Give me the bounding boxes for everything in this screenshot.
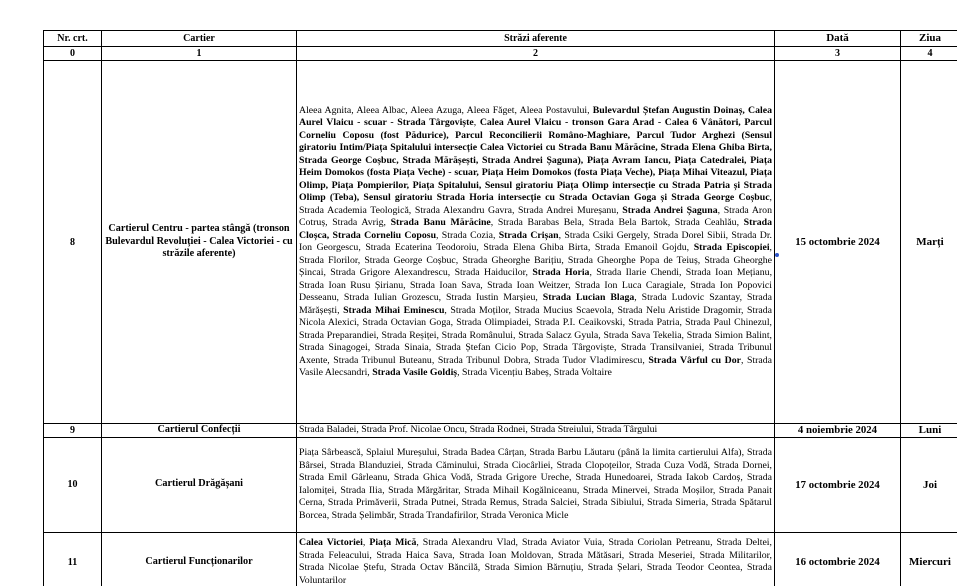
street-segment: Strada Horia (532, 267, 590, 278)
street-segment: Strada Episcopiei (693, 242, 770, 253)
street-segment: , (473, 117, 480, 128)
weekday-cell: Luni (901, 424, 957, 438)
street-segment: Aleea Agnita, Aleea Albac, Aleea Azuga, Aleea Făget, Aleea Postavului, (299, 104, 593, 116)
cartier-name: Cartierul Drăgășani (102, 437, 297, 532)
header-strazi: Străzi aferente (297, 31, 775, 47)
street-segment: , Strada Barabas Bela, Strada Bela Bartok, Strada Ceahlău, (490, 217, 744, 228)
streets-cell (297, 532, 775, 586)
table-row (44, 61, 957, 424)
street-segment: , Strada Ilarie Chendi, Strada Ioan Mețianu, Strada Ioan Rusu Șirianu, Strada Ioan Sava, Strada Ioan Weitzer, Strada Ion Luca Caragiale, Strada Ion Popovici Desseanu, Strada Iulian Grozescu, Strada Iustin Marșieu, (299, 267, 773, 303)
cartier-name: Cartierul Funcționarilor (102, 532, 297, 586)
table-row (44, 437, 957, 532)
streets-cell (297, 61, 775, 424)
street-segment: , Strada Aron Cotruș, Strada Avrig, (299, 204, 772, 228)
street-segment: Bulevardul Ștefan Augustin Doinaș, Calea Aurel Vlaicu - scuar - Strada Târgoviște (299, 104, 773, 128)
street-segment: Strada Andrei Șaguna (622, 204, 718, 216)
row-number: 8 (44, 61, 102, 424)
date-cell: 4 noiembrie 2024 (775, 424, 901, 438)
street-segment: , Strada Ludovic Szantay, Strada Mărășești, (299, 292, 772, 316)
header-cartier: Cartier (102, 31, 297, 47)
weekday-cell: Joi (901, 437, 957, 532)
street-segment: Strada Vârful cu Dor (648, 354, 741, 366)
index-row (44, 47, 957, 61)
header-ziua: Ziua (901, 31, 957, 47)
street-segment: , Strada Vicențiu Babeș, Strada Voltaire (457, 367, 612, 378)
street-segment: Strada Banu Mărăcine (390, 217, 491, 228)
row-number: 10 (44, 437, 102, 532)
street-segment: , Strada Academia Teologică, Strada Alexandru Gavra, Strada Andrei Mureșanu, (299, 192, 772, 216)
street-segment: Piața Mică (369, 537, 417, 548)
street-segment: , (362, 537, 370, 548)
street-segment: Calea Aurel Vlaicu - tronson Gara Arad - Calea 6 Vânători, Parcul Corneliu Coposu (fost Pădurice), Parcul Reconcilierii Româno-Maghiare, Parcul Tudor Arghezi (Sensul giratoriu Intim/Piața Spitalului intersecție Calea Victoriei cu Strada Banu Mărăcine, Strada Elena Ghiba Birta, Strada George Coșbuc, Strada Mărășești, Strada Andrei Șaguna), Piața Avram Iancu, Piața Catedralei, Piața Heim Domokos (fosta Piața Veche) - scuar, Piața Heim Domokos (fosta Piața Veche), Piața Mihai Viteazul, Piața Olimp, Piața Pompierilor, Piața Spitalului, Sensul giratoriu Piața Olimp intersecție cu Strada Patria și Strada Olimp (Teba), Sensul giratoriu Strada Horia intersecție cu Strada Octavian Goga și Strada George Coșbuc (299, 117, 772, 203)
date-cell: 15 octombrie 2024 (775, 61, 901, 424)
cartier-name: Cartierul Centru - partea stângă (tronson Bulevardul Revoluției - Calea Victoriei - cu străzile aferente) (102, 61, 297, 424)
street-segment: , Strada Vasile Alecsandri, (299, 354, 772, 378)
row-number: 11 (44, 532, 102, 586)
cartier-name: Cartierul Confecții (102, 424, 297, 438)
street-segment: Strada Vasile Goldiș (372, 367, 458, 378)
street-segment: , Strada Csiki Gergely, Strada Dorel Sibii, Strada Dr. Ion Georgescu, Strada Ecaterina Teodoroiu, Strada Elena Ghiba Birta, Strada Emanoil Gojdu, (299, 229, 772, 253)
table-row (44, 532, 957, 586)
street-segment: Piața Sârbească, Splaiul Mureșului, Strada Badea Cârțan, Strada Barbu Lăutaru (până la limita cartierului Alfa), Strada Bârsei, Strada Blanduziei, Strada Căminului, Strada Ciocârliei, Strada Clopoțeilor, Strada Cuza Vodă, Strada Dornei, Strada Emil Gârleanu, Strada Ghica Vodă, Strada Grigore Ureche, Strada Hunedoarei, Strada Iakob Cardoș, Strada Ialomiței, Strada Ilia, Strada Mărgăritar, Strada Mihail Kogălniceanu, Strada Minervei, Strada Moșilor, Strada Panait Cerna, Strada Primăverii, Strada Putnei, Strada Remus, Strada Salciei, Strada Sibiului, Strada Simeria, Strada Spătarul Borcea, Strada Șelimbăr, Strada Trandafirilor, Strada Veronica Micle (299, 447, 772, 521)
header-row (44, 31, 957, 47)
date-cell: 16 octombrie 2024 (775, 532, 901, 586)
header-nr-crt: Nr. crt. (44, 31, 102, 47)
street-segment: Strada Crișan (498, 229, 559, 241)
weekday-cell: Marți (901, 61, 957, 424)
header-data: Dată (775, 31, 901, 47)
street-segment: , Strada Alexandru Vlad, Strada Aviator Vuia, Strada Coriolan Petreanu, Strada Deltei, Strada Feleacului, Strada Haica Sava, Strada Ioan Moldovan, Strada Mătăsari, Strada Meseriei, Strada Militarilor, Strada Nicolae Ștefu, Strada Octav Băncilă, Strada Simion Bărnuțiu, Strada Șelari, Strada Teodor Ceontea, Strada Voluntarilor (299, 537, 772, 586)
index-cell: 1 (102, 47, 297, 61)
index-cell: 2 (297, 47, 775, 61)
schedule-table (43, 30, 957, 586)
cursor-dot-marker (775, 253, 779, 257)
index-cell: 0 (44, 47, 102, 61)
date-cell: 17 octombrie 2024 (775, 437, 901, 532)
street-segment: , Strada Florilor, Strada George Coșbuc, Strada Gheorghe Barițiu, Strada Gheorghe Popa de Teiuș, Strada Gheorghe Șincai, Strada Grigore Alexandrescu, Strada Haiducilor, (299, 242, 772, 278)
streets-cell (297, 437, 775, 532)
street-segment: Strada Cloșca, Strada Corneliu Coposu (299, 217, 772, 241)
street-segment: Strada Mihai Eminescu (343, 304, 445, 316)
street-segment: Calea Victoriei (299, 537, 363, 548)
street-segment: , Strada Cozia, (436, 229, 499, 241)
index-cell: 4 (901, 47, 957, 61)
street-segment: Strada Lucian Blaga (542, 292, 635, 303)
street-segment: Strada Baladei, Strada Prof. Nicolae Oncu, Strada Rodnei, Strada Streiului, Strada Târgului (299, 424, 658, 435)
row-number: 9 (44, 424, 102, 438)
table-row (44, 424, 957, 438)
index-cell: 3 (775, 47, 901, 61)
street-segment: , Strada Moților, Strada Mucius Scaevola, Strada Nelu Aristide Dragomir, Strada Nicola Alexici, Strada Octavian Goga, Strada Olimpiadei, Strada P.I. Ceaikovski, Strada Patria, Strada Paul Chinezul, Strada Preparandiei, Strada Reșiței, Strada Românului, Strada Salacz Gyula, Strada Sava Tekelia, Strada Simion Balint, Strada Sinagogei, Strada Sinaia, Strada Ștefan Cicio Pop, Strada Târgoviște, Strada Transilvaniei, Strada Tribunul Axente, Strada Tribunul Buteanu, Strada Tribunul Dobra, Strada Tudor Vladimirescu, (299, 304, 772, 366)
streets-cell (297, 424, 775, 438)
weekday-cell: Miercuri (901, 532, 957, 586)
